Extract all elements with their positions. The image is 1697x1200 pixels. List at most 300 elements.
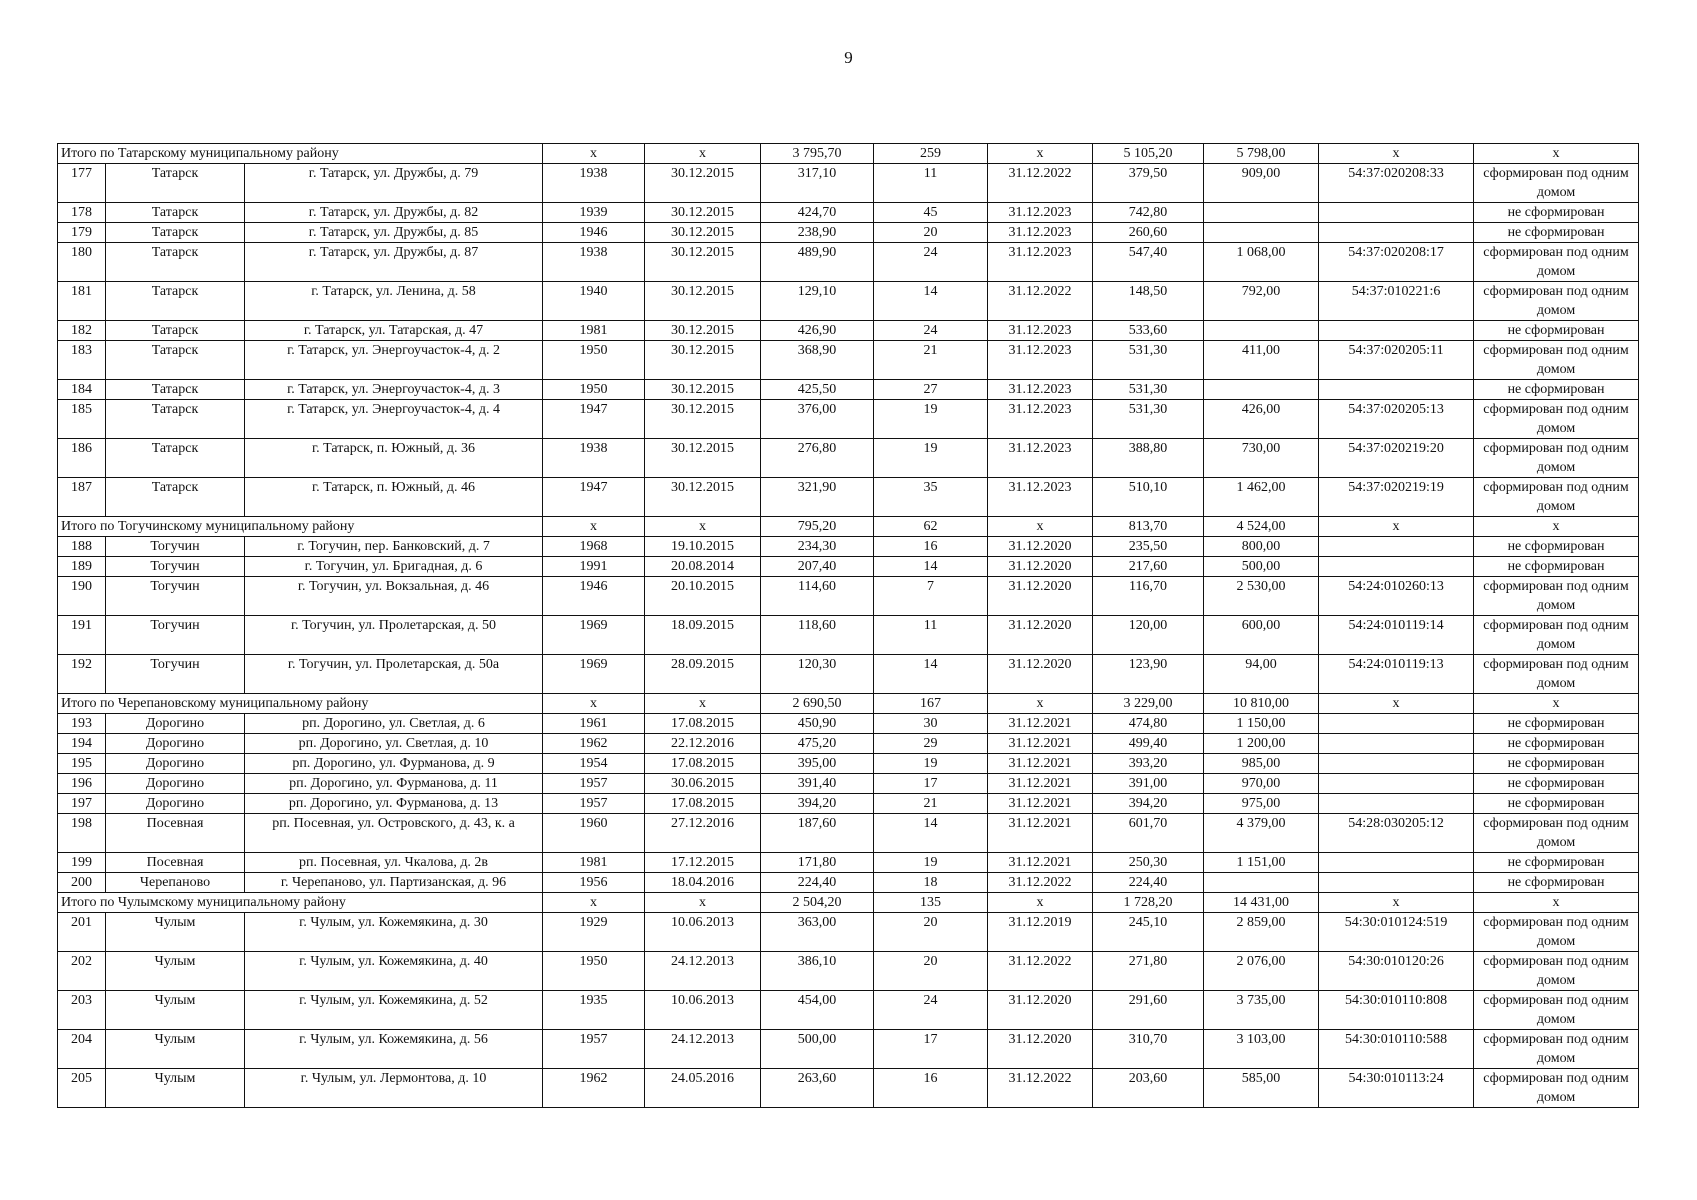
total-land-area-cell: 5 798,00 xyxy=(1204,144,1319,164)
built-year-cell: 1929 xyxy=(543,913,645,952)
cadastral-number-cell: 54:24:010119:14 xyxy=(1319,616,1474,655)
address-cell: г. Тогучин, пер. Банковский, д. 7 xyxy=(245,537,543,557)
area-cell: 450,90 xyxy=(761,714,874,734)
table-row xyxy=(58,1030,1639,1069)
built-year-cell: 1991 xyxy=(543,557,645,577)
cadastral-number-cell xyxy=(1319,873,1474,893)
address-cell: г. Чулым, ул. Кожемякина, д. 52 xyxy=(245,991,543,1030)
table-row xyxy=(58,714,1639,734)
built-year-cell: 1957 xyxy=(543,794,645,814)
address-cell: рп. Дорогино, ул. Светлая, д. 6 xyxy=(245,714,543,734)
land-status-cell: сформирован под одним домом xyxy=(1474,913,1639,952)
settlement-cell: Тогучин xyxy=(106,616,245,655)
total-area-cell: 3 795,70 xyxy=(761,144,874,164)
recognition-date-cell: 30.12.2015 xyxy=(645,380,761,400)
settlement-cell: Татарск xyxy=(106,223,245,243)
land-area-cell: 1 200,00 xyxy=(1204,734,1319,754)
resettlement-area-cell: 601,70 xyxy=(1093,814,1204,853)
land-status-cell: сформирован под одним домом xyxy=(1474,616,1639,655)
resettlement-area-cell: 217,60 xyxy=(1093,557,1204,577)
table-row xyxy=(58,282,1639,321)
land-status-cell: не сформирован xyxy=(1474,380,1639,400)
row-number-cell: 185 xyxy=(58,400,106,439)
residents-cell: 19 xyxy=(874,754,988,774)
cadastral-number-cell: 54:24:010119:13 xyxy=(1319,655,1474,694)
recognition-date-cell: 19.10.2015 xyxy=(645,537,761,557)
residents-cell: 16 xyxy=(874,537,988,557)
land-status-cell: не сформирован xyxy=(1474,203,1639,223)
row-number-cell: 198 xyxy=(58,814,106,853)
district-total-row xyxy=(58,144,1639,164)
table-row xyxy=(58,577,1639,616)
settlement-cell: Татарск xyxy=(106,478,245,517)
table-row xyxy=(58,853,1639,873)
residents-cell: 14 xyxy=(874,814,988,853)
total-planned-date-cell: х xyxy=(988,517,1093,537)
land-area-cell: 585,00 xyxy=(1204,1069,1319,1108)
address-cell: г. Татарск, ул. Дружбы, д. 85 xyxy=(245,223,543,243)
district-total-label: Итого по Татарскому муниципальному району xyxy=(58,144,543,164)
total-area-cell: 2 504,20 xyxy=(761,893,874,913)
table-row xyxy=(58,774,1639,794)
built-year-cell: 1961 xyxy=(543,714,645,734)
recognition-date-cell: 30.06.2015 xyxy=(645,774,761,794)
cadastral-number-cell xyxy=(1319,557,1474,577)
residents-cell: 24 xyxy=(874,243,988,282)
recognition-date-cell: 24.05.2016 xyxy=(645,1069,761,1108)
total-recognition-date-cell: х xyxy=(645,893,761,913)
planned-date-cell: 31.12.2023 xyxy=(988,380,1093,400)
land-status-cell: не сформирован xyxy=(1474,754,1639,774)
land-area-cell: 3 735,00 xyxy=(1204,991,1319,1030)
resettlement-area-cell: 116,70 xyxy=(1093,577,1204,616)
resettlement-area-cell: 379,50 xyxy=(1093,164,1204,203)
row-number-cell: 186 xyxy=(58,439,106,478)
area-cell: 391,40 xyxy=(761,774,874,794)
recognition-date-cell: 17.08.2015 xyxy=(645,754,761,774)
built-year-cell: 1938 xyxy=(543,243,645,282)
area-cell: 386,10 xyxy=(761,952,874,991)
land-status-cell: не сформирован xyxy=(1474,223,1639,243)
table-body xyxy=(58,144,1639,1108)
land-area-cell: 411,00 xyxy=(1204,341,1319,380)
residents-cell: 17 xyxy=(874,1030,988,1069)
resettlement-area-cell: 531,30 xyxy=(1093,380,1204,400)
cadastral-number-cell: 54:37:020219:20 xyxy=(1319,439,1474,478)
area-cell: 276,80 xyxy=(761,439,874,478)
cadastral-number-cell: 54:30:010113:24 xyxy=(1319,1069,1474,1108)
total-land-area-cell: 4 524,00 xyxy=(1204,517,1319,537)
planned-date-cell: 31.12.2023 xyxy=(988,439,1093,478)
address-cell: г. Татарск, п. Южный, д. 46 xyxy=(245,478,543,517)
built-year-cell: 1947 xyxy=(543,478,645,517)
residents-cell: 35 xyxy=(874,478,988,517)
housing-registry-table xyxy=(57,143,1639,1108)
row-number-cell: 184 xyxy=(58,380,106,400)
row-number-cell: 191 xyxy=(58,616,106,655)
total-cadastral-number-cell: х xyxy=(1319,517,1474,537)
built-year-cell: 1940 xyxy=(543,282,645,321)
address-cell: г. Татарск, ул. Энергоучасток-4, д. 2 xyxy=(245,341,543,380)
residents-cell: 19 xyxy=(874,439,988,478)
land-status-cell: сформирован под одним домом xyxy=(1474,952,1639,991)
residents-cell: 14 xyxy=(874,557,988,577)
address-cell: г. Чулым, ул. Кожемякина, д. 30 xyxy=(245,913,543,952)
land-status-cell: не сформирован xyxy=(1474,853,1639,873)
row-number-cell: 178 xyxy=(58,203,106,223)
land-status-cell: не сформирован xyxy=(1474,537,1639,557)
table-row xyxy=(58,341,1639,380)
land-status-cell: сформирован под одним домом xyxy=(1474,478,1639,517)
planned-date-cell: 31.12.2020 xyxy=(988,1030,1093,1069)
area-cell: 207,40 xyxy=(761,557,874,577)
total-built-year-cell: х xyxy=(543,694,645,714)
total-residents-cell: 259 xyxy=(874,144,988,164)
recognition-date-cell: 20.08.2014 xyxy=(645,557,761,577)
planned-date-cell: 31.12.2023 xyxy=(988,400,1093,439)
land-area-cell: 800,00 xyxy=(1204,537,1319,557)
row-number-cell: 205 xyxy=(58,1069,106,1108)
table-row xyxy=(58,321,1639,341)
settlement-cell: Тогучин xyxy=(106,537,245,557)
land-area-cell: 1 462,00 xyxy=(1204,478,1319,517)
built-year-cell: 1947 xyxy=(543,400,645,439)
total-recognition-date-cell: х xyxy=(645,517,761,537)
table-row xyxy=(58,439,1639,478)
recognition-date-cell: 20.10.2015 xyxy=(645,577,761,616)
address-cell: рп. Посевная, ул. Островского, д. 43, к. а xyxy=(245,814,543,853)
land-area-cell xyxy=(1204,380,1319,400)
cadastral-number-cell: 54:37:020208:17 xyxy=(1319,243,1474,282)
resettlement-area-cell: 393,20 xyxy=(1093,754,1204,774)
district-total-label: Итого по Чулымскому муниципальному району xyxy=(58,893,543,913)
area-cell: 171,80 xyxy=(761,853,874,873)
land-status-cell: сформирован под одним домом xyxy=(1474,655,1639,694)
built-year-cell: 1956 xyxy=(543,873,645,893)
land-status-cell: сформирован под одним домом xyxy=(1474,243,1639,282)
total-recognition-date-cell: х xyxy=(645,144,761,164)
area-cell: 376,00 xyxy=(761,400,874,439)
planned-date-cell: 31.12.2020 xyxy=(988,616,1093,655)
residents-cell: 24 xyxy=(874,321,988,341)
recognition-date-cell: 30.12.2015 xyxy=(645,243,761,282)
land-area-cell: 985,00 xyxy=(1204,754,1319,774)
row-number-cell: 202 xyxy=(58,952,106,991)
area-cell: 238,90 xyxy=(761,223,874,243)
residents-cell: 11 xyxy=(874,164,988,203)
settlement-cell: Татарск xyxy=(106,380,245,400)
recognition-date-cell: 30.12.2015 xyxy=(645,164,761,203)
planned-date-cell: 31.12.2021 xyxy=(988,754,1093,774)
settlement-cell: Татарск xyxy=(106,282,245,321)
total-land-status-cell: х xyxy=(1474,517,1639,537)
resettlement-area-cell: 474,80 xyxy=(1093,714,1204,734)
area-cell: 317,10 xyxy=(761,164,874,203)
area-cell: 489,90 xyxy=(761,243,874,282)
settlement-cell: Дорогино xyxy=(106,714,245,734)
built-year-cell: 1950 xyxy=(543,952,645,991)
land-area-cell: 500,00 xyxy=(1204,557,1319,577)
land-area-cell xyxy=(1204,321,1319,341)
land-area-cell: 1 068,00 xyxy=(1204,243,1319,282)
recognition-date-cell: 30.12.2015 xyxy=(645,478,761,517)
total-land-status-cell: х xyxy=(1474,893,1639,913)
table-row xyxy=(58,991,1639,1030)
row-number-cell: 179 xyxy=(58,223,106,243)
address-cell: г. Чулым, ул. Кожемякина, д. 56 xyxy=(245,1030,543,1069)
settlement-cell: Черепаново xyxy=(106,873,245,893)
land-status-cell: не сформирован xyxy=(1474,321,1639,341)
cadastral-number-cell: 54:37:020219:19 xyxy=(1319,478,1474,517)
built-year-cell: 1957 xyxy=(543,774,645,794)
address-cell: г. Татарск, ул. Татарская, д. 47 xyxy=(245,321,543,341)
resettlement-area-cell: 271,80 xyxy=(1093,952,1204,991)
built-year-cell: 1938 xyxy=(543,164,645,203)
row-number-cell: 182 xyxy=(58,321,106,341)
address-cell: г. Тогучин, ул. Пролетарская, д. 50а xyxy=(245,655,543,694)
total-resettlement-area-cell: 813,70 xyxy=(1093,517,1204,537)
built-year-cell: 1962 xyxy=(543,1069,645,1108)
settlement-cell: Татарск xyxy=(106,341,245,380)
residents-cell: 14 xyxy=(874,282,988,321)
planned-date-cell: 31.12.2021 xyxy=(988,714,1093,734)
land-area-cell: 4 379,00 xyxy=(1204,814,1319,853)
cadastral-number-cell: 54:30:010110:808 xyxy=(1319,991,1474,1030)
cadastral-number-cell xyxy=(1319,537,1474,557)
settlement-cell: Тогучин xyxy=(106,577,245,616)
address-cell: г. Чулым, ул. Кожемякина, д. 40 xyxy=(245,952,543,991)
area-cell: 129,10 xyxy=(761,282,874,321)
total-cadastral-number-cell: х xyxy=(1319,893,1474,913)
land-status-cell: сформирован под одним домом xyxy=(1474,439,1639,478)
land-area-cell: 94,00 xyxy=(1204,655,1319,694)
address-cell: г. Чулым, ул. Лермонтова, д. 10 xyxy=(245,1069,543,1108)
land-area-cell: 3 103,00 xyxy=(1204,1030,1319,1069)
planned-date-cell: 31.12.2022 xyxy=(988,952,1093,991)
planned-date-cell: 31.12.2021 xyxy=(988,814,1093,853)
residents-cell: 29 xyxy=(874,734,988,754)
recognition-date-cell: 24.12.2013 xyxy=(645,1030,761,1069)
area-cell: 363,00 xyxy=(761,913,874,952)
row-number-cell: 196 xyxy=(58,774,106,794)
land-status-cell: сформирован под одним домом xyxy=(1474,991,1639,1030)
total-built-year-cell: х xyxy=(543,517,645,537)
built-year-cell: 1968 xyxy=(543,537,645,557)
row-number-cell: 189 xyxy=(58,557,106,577)
built-year-cell: 1969 xyxy=(543,616,645,655)
recognition-date-cell: 28.09.2015 xyxy=(645,655,761,694)
land-area-cell: 975,00 xyxy=(1204,794,1319,814)
land-area-cell: 792,00 xyxy=(1204,282,1319,321)
table-row xyxy=(58,794,1639,814)
page-number: 9 xyxy=(844,48,853,67)
resettlement-area-cell: 203,60 xyxy=(1093,1069,1204,1108)
address-cell: г. Татарск, ул. Энергоучасток-4, д. 3 xyxy=(245,380,543,400)
district-total-row xyxy=(58,893,1639,913)
cadastral-number-cell: 54:37:010221:6 xyxy=(1319,282,1474,321)
row-number-cell: 197 xyxy=(58,794,106,814)
total-resettlement-area-cell: 5 105,20 xyxy=(1093,144,1204,164)
settlement-cell: Татарск xyxy=(106,400,245,439)
area-cell: 454,00 xyxy=(761,991,874,1030)
land-status-cell: не сформирован xyxy=(1474,734,1639,754)
recognition-date-cell: 10.06.2013 xyxy=(645,913,761,952)
table-row xyxy=(58,537,1639,557)
built-year-cell: 1960 xyxy=(543,814,645,853)
address-cell: рп. Дорогино, ул. Фурманова, д. 11 xyxy=(245,774,543,794)
resettlement-area-cell: 291,60 xyxy=(1093,991,1204,1030)
resettlement-area-cell: 120,00 xyxy=(1093,616,1204,655)
recognition-date-cell: 17.08.2015 xyxy=(645,794,761,814)
area-cell: 120,30 xyxy=(761,655,874,694)
table-row xyxy=(58,478,1639,517)
table-row xyxy=(58,400,1639,439)
recognition-date-cell: 27.12.2016 xyxy=(645,814,761,853)
total-land-area-cell: 10 810,00 xyxy=(1204,694,1319,714)
row-number-cell: 204 xyxy=(58,1030,106,1069)
district-total-label: Итого по Черепановскому муниципальному району xyxy=(58,694,543,714)
settlement-cell: Татарск xyxy=(106,203,245,223)
total-residents-cell: 62 xyxy=(874,517,988,537)
settlement-cell: Посевная xyxy=(106,853,245,873)
row-number-cell: 203 xyxy=(58,991,106,1030)
residents-cell: 19 xyxy=(874,400,988,439)
district-total-row xyxy=(58,517,1639,537)
total-resettlement-area-cell: 3 229,00 xyxy=(1093,694,1204,714)
recognition-date-cell: 30.12.2015 xyxy=(645,341,761,380)
table-row xyxy=(58,1069,1639,1108)
area-cell: 187,60 xyxy=(761,814,874,853)
recognition-date-cell: 30.12.2015 xyxy=(645,321,761,341)
land-area-cell: 2 530,00 xyxy=(1204,577,1319,616)
planned-date-cell: 31.12.2021 xyxy=(988,734,1093,754)
land-status-cell: сформирован под одним домом xyxy=(1474,341,1639,380)
residents-cell: 11 xyxy=(874,616,988,655)
settlement-cell: Тогучин xyxy=(106,557,245,577)
land-area-cell xyxy=(1204,223,1319,243)
recognition-date-cell: 18.04.2016 xyxy=(645,873,761,893)
table-row xyxy=(58,203,1639,223)
total-recognition-date-cell: х xyxy=(645,694,761,714)
resettlement-area-cell: 391,00 xyxy=(1093,774,1204,794)
table-row xyxy=(58,913,1639,952)
settlement-cell: Татарск xyxy=(106,439,245,478)
land-status-cell: не сформирован xyxy=(1474,714,1639,734)
total-area-cell: 795,20 xyxy=(761,517,874,537)
resettlement-area-cell: 394,20 xyxy=(1093,794,1204,814)
total-resettlement-area-cell: 1 728,20 xyxy=(1093,893,1204,913)
district-total-row xyxy=(58,694,1639,714)
residents-cell: 20 xyxy=(874,952,988,991)
cadastral-number-cell xyxy=(1319,223,1474,243)
area-cell: 395,00 xyxy=(761,754,874,774)
resettlement-area-cell: 148,50 xyxy=(1093,282,1204,321)
area-cell: 425,50 xyxy=(761,380,874,400)
land-status-cell: не сформирован xyxy=(1474,873,1639,893)
cadastral-number-cell xyxy=(1319,321,1474,341)
row-number-cell: 183 xyxy=(58,341,106,380)
total-planned-date-cell: х xyxy=(988,144,1093,164)
table-row xyxy=(58,616,1639,655)
address-cell: г. Татарск, ул. Энергоучасток-4, д. 4 xyxy=(245,400,543,439)
total-land-area-cell: 14 431,00 xyxy=(1204,893,1319,913)
address-cell: рп. Дорогино, ул. Фурманова, д. 9 xyxy=(245,754,543,774)
planned-date-cell: 31.12.2021 xyxy=(988,794,1093,814)
total-cadastral-number-cell: х xyxy=(1319,694,1474,714)
settlement-cell: Татарск xyxy=(106,321,245,341)
built-year-cell: 1954 xyxy=(543,754,645,774)
area-cell: 394,20 xyxy=(761,794,874,814)
table-row xyxy=(58,952,1639,991)
land-area-cell: 1 150,00 xyxy=(1204,714,1319,734)
residents-cell: 20 xyxy=(874,223,988,243)
planned-date-cell: 31.12.2021 xyxy=(988,774,1093,794)
land-status-cell: сформирован под одним домом xyxy=(1474,164,1639,203)
table-row xyxy=(58,734,1639,754)
total-planned-date-cell: х xyxy=(988,694,1093,714)
planned-date-cell: 31.12.2023 xyxy=(988,321,1093,341)
cadastral-number-cell xyxy=(1319,853,1474,873)
address-cell: рп. Дорогино, ул. Светлая, д. 10 xyxy=(245,734,543,754)
address-cell: г. Черепаново, ул. Партизанская, д. 96 xyxy=(245,873,543,893)
planned-date-cell: 31.12.2021 xyxy=(988,853,1093,873)
table-row xyxy=(58,655,1639,694)
planned-date-cell: 31.12.2022 xyxy=(988,164,1093,203)
table-row xyxy=(58,243,1639,282)
residents-cell: 17 xyxy=(874,774,988,794)
land-status-cell: не сформирован xyxy=(1474,557,1639,577)
area-cell: 263,60 xyxy=(761,1069,874,1108)
cadastral-number-cell xyxy=(1319,794,1474,814)
cadastral-number-cell xyxy=(1319,380,1474,400)
total-cadastral-number-cell: х xyxy=(1319,144,1474,164)
area-cell: 321,90 xyxy=(761,478,874,517)
land-area-cell: 1 151,00 xyxy=(1204,853,1319,873)
resettlement-area-cell: 260,60 xyxy=(1093,223,1204,243)
cadastral-number-cell xyxy=(1319,203,1474,223)
cadastral-number-cell xyxy=(1319,774,1474,794)
area-cell: 234,30 xyxy=(761,537,874,557)
planned-date-cell: 31.12.2022 xyxy=(988,1069,1093,1108)
recognition-date-cell: 10.06.2013 xyxy=(645,991,761,1030)
table-row xyxy=(58,873,1639,893)
resettlement-area-cell: 531,30 xyxy=(1093,341,1204,380)
area-cell: 118,60 xyxy=(761,616,874,655)
settlement-cell: Дорогино xyxy=(106,754,245,774)
residents-cell: 27 xyxy=(874,380,988,400)
area-cell: 426,90 xyxy=(761,321,874,341)
built-year-cell: 1946 xyxy=(543,577,645,616)
planned-date-cell: 31.12.2023 xyxy=(988,341,1093,380)
resettlement-area-cell: 224,40 xyxy=(1093,873,1204,893)
settlement-cell: Дорогино xyxy=(106,734,245,754)
table-row xyxy=(58,754,1639,774)
settlement-cell: Дорогино xyxy=(106,774,245,794)
recognition-date-cell: 30.12.2015 xyxy=(645,223,761,243)
cadastral-number-cell: 54:24:010260:13 xyxy=(1319,577,1474,616)
residents-cell: 20 xyxy=(874,913,988,952)
recognition-date-cell: 30.12.2015 xyxy=(645,282,761,321)
settlement-cell: Посевная xyxy=(106,814,245,853)
address-cell: г. Тогучин, ул. Вокзальная, д. 46 xyxy=(245,577,543,616)
land-area-cell: 600,00 xyxy=(1204,616,1319,655)
cadastral-number-cell xyxy=(1319,714,1474,734)
built-year-cell: 1981 xyxy=(543,853,645,873)
residents-cell: 21 xyxy=(874,794,988,814)
total-residents-cell: 135 xyxy=(874,893,988,913)
recognition-date-cell: 30.12.2015 xyxy=(645,203,761,223)
land-status-cell: сформирован под одним домом xyxy=(1474,400,1639,439)
